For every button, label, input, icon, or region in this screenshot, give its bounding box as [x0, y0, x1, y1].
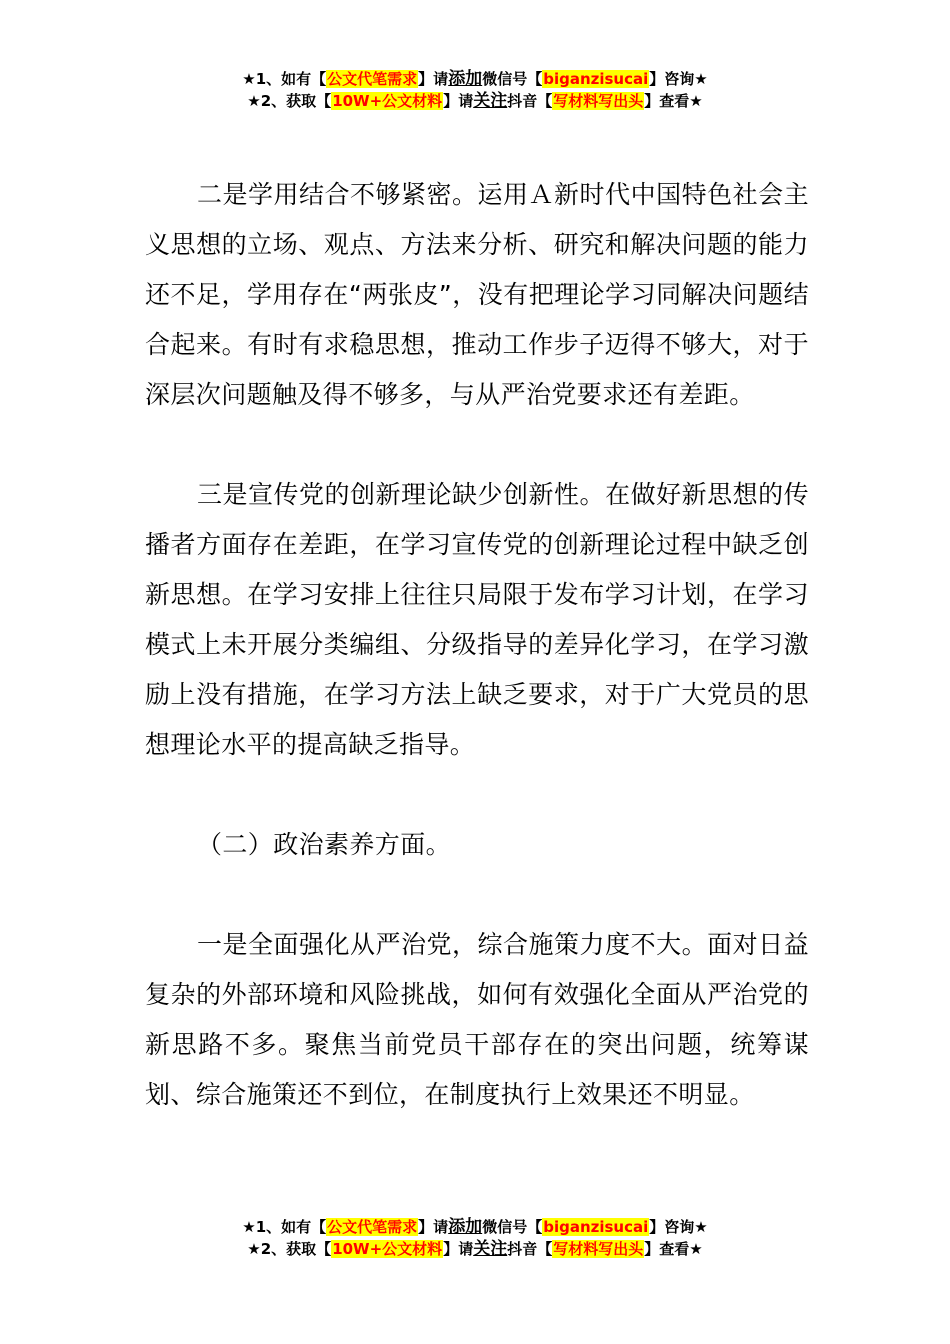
- highlight-materials: 10W+公文材料: [332, 1240, 443, 1258]
- highlight-service: 公文代笔需求: [327, 70, 418, 88]
- section-heading-political: （二）政治素养方面。: [197, 830, 452, 859]
- highlight-wechat-id: biganzisucai: [543, 70, 649, 88]
- highlight-wechat-id: biganzisucai: [543, 1218, 649, 1236]
- paragraph-strict-governance: 一是全面强化从严治党，综合施策力度不大。面对日益复杂的外部环境和风险挑战，如何有效强化全面从严治党的新思路不多。聚焦当前党员干部存在的突出问题，统筹谋划、综合施策还不到位，在制度执行上效果还不明显。: [145, 930, 809, 1109]
- header-banner: [0, 68, 950, 112]
- highlight-douyin: 写材料写出头: [553, 92, 644, 110]
- banner-line-1: ★1、如有【公文代笔需求】请添加微信号【biganzisucai】咨询★: [242, 1217, 708, 1237]
- banner-line-2: ★2、获取【10W+公文材料】请关注抖音【写材料写出头】查看★: [247, 1239, 703, 1259]
- banner-line-2: ★2、获取【10W+公文材料】请关注抖音【写材料写出头】查看★: [247, 91, 703, 111]
- highlight-materials: 10W+公文材料: [332, 92, 443, 110]
- footer-banner: [0, 1216, 950, 1260]
- paragraph-publicity-innovation: 三是宣传党的创新理论缺少创新性。在做好新思想的传播者方面存在差距，在学习宣传党的创新理论过程中缺乏创新思想。在学习安排上往往只局限于发布学习计划，在学习模式上未开展分类编组、分级指导的差异化学习，在学习激励上没有措施，在学习方法上缺乏要求，对于广大党员的思想理论水平的提高缺乏指导。: [145, 480, 809, 759]
- document-body: [145, 170, 809, 1170]
- highlight-douyin: 写材料写出头: [553, 1240, 644, 1258]
- highlight-service: 公文代笔需求: [327, 1218, 418, 1236]
- paragraph-study-application: 二是学用结合不够紧密。运用Ａ新时代中国特色社会主义思想的立场、观点、方法来分析、研究和解决问题的能力还不足，学用存在“两张皮”，没有把理论学习同解决问题结合起来。有时有求稳思想，推动工作步子迈得不够大，对于深层次问题触及得不够多，与从严治党要求还有差距。: [145, 180, 809, 409]
- banner-line-1: ★1、如有【公文代笔需求】请添加微信号【biganzisucai】咨询★: [242, 69, 708, 89]
